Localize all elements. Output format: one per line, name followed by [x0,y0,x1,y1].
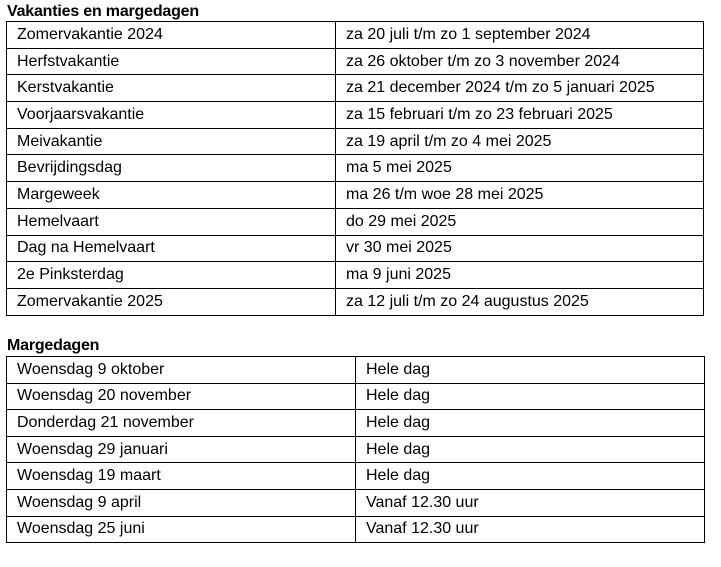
margin-day-duration: Hele dag [356,436,705,463]
vacations-title: Vakanties en margedagen [7,3,199,20]
period-dates: za 21 december 2024 t/m zo 5 januari 2025 [336,75,704,102]
table-row [7,235,704,262]
period-name: Herfstvakantie [7,48,336,75]
period-name: Zomervakantie 2025 [7,288,336,315]
period-name: Voorjaarsvakantie [7,102,336,129]
margin-day-date: Woensdag 19 maart [7,463,356,490]
table-row [7,155,704,182]
margin-day-duration: Vanaf 12.30 uur [356,516,705,543]
margin-day-duration: Hele dag [356,463,705,490]
margin-day-date: Woensdag 9 april [7,489,356,516]
period-name: Dag na Hemelvaart [7,235,336,262]
table-row [7,102,704,129]
table-row [7,436,705,463]
period-dates: ma 9 juni 2025 [336,262,704,289]
period-dates: vr 30 mei 2025 [336,235,704,262]
margin-days-table [6,356,705,543]
table-row [7,208,704,235]
margin-day-date: Woensdag 20 november [7,383,356,410]
table-row [7,75,704,102]
table-row [7,288,704,315]
table-row [7,463,705,490]
margin-day-date: Woensdag 9 oktober [7,357,356,384]
table-row [7,383,705,410]
period-dates: za 26 oktober t/m zo 3 november 2024 [336,48,704,75]
period-dates: ma 5 mei 2025 [336,155,704,182]
period-dates: do 29 mei 2025 [336,208,704,235]
period-name: Bevrijdingsdag [7,155,336,182]
period-name: Hemelvaart [7,208,336,235]
period-name: Kerstvakantie [7,75,336,102]
period-name: Zomervakantie 2024 [7,22,336,49]
margin-day-date: Woensdag 29 januari [7,436,356,463]
table-row [7,128,704,155]
table-row [7,182,704,209]
table-row [7,516,705,543]
period-dates: za 19 april t/m zo 4 mei 2025 [336,128,704,155]
margin-day-duration: Hele dag [356,410,705,437]
margin-day-duration: Hele dag [356,357,705,384]
table-row [7,489,705,516]
period-dates: za 15 februari t/m zo 23 februari 2025 [336,102,704,129]
margin-day-duration: Hele dag [356,383,705,410]
period-name: 2e Pinksterdag [7,262,336,289]
period-name: Meivakantie [7,128,336,155]
table-row [7,48,704,75]
table-row [7,262,704,289]
period-name: Margeweek [7,182,336,209]
margin-day-date: Donderdag 21 november [7,410,356,437]
table-row [7,357,705,384]
margin-day-duration: Vanaf 12.30 uur [356,489,705,516]
period-dates: za 12 juli t/m zo 24 augustus 2025 [336,288,704,315]
period-dates: ma 26 t/m woe 28 mei 2025 [336,182,704,209]
margin-days-title: Margedagen [7,337,100,354]
table-row [7,22,704,49]
period-dates: za 20 juli t/m zo 1 september 2024 [336,22,704,49]
margin-day-date: Woensdag 25 juni [7,516,356,543]
vacations-table [6,21,704,316]
table-row [7,410,705,437]
